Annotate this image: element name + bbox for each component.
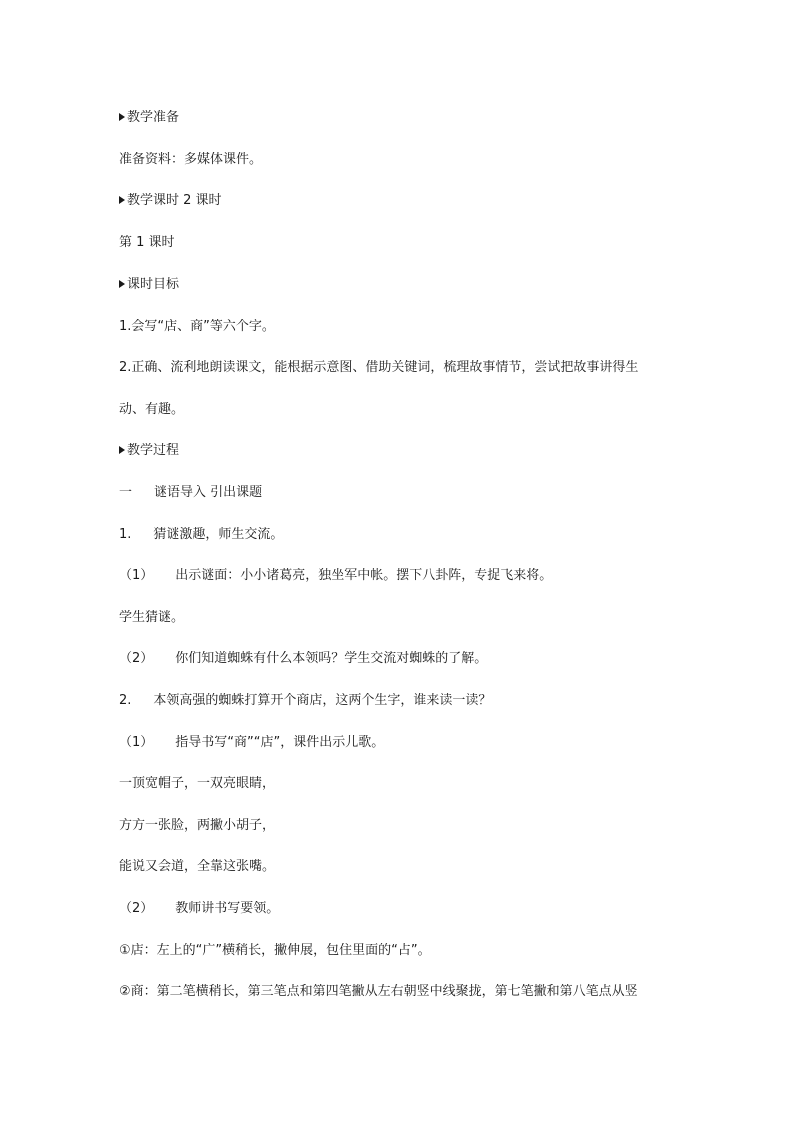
step-2: 2. 本领高强的蜘蛛打算开个商店，这两个生字，谁来读一读？ (119, 693, 492, 708)
triangle-bullet-icon (119, 280, 125, 288)
section-heading-goals: 课时目标 (119, 277, 689, 293)
goal-1: 1.会写“店、商”等六个字。 (119, 319, 275, 334)
step-1-2: （2） 你们知道蜘蛛有什么本领吗？学生交流对蜘蛛的了解。 (119, 651, 488, 666)
poem-line-1: 一顶宽帽子，一双亮眼睛， (119, 776, 276, 791)
section-heading-prep: 教学准备 (119, 110, 689, 126)
note-dian: ①店：左上的“广”横稍长，撇伸展，包住里面的“占”。 (119, 943, 431, 958)
triangle-bullet-icon (119, 446, 125, 454)
section-heading-process: 教学过程 (119, 443, 689, 459)
goal-2-line-1: 2.正确、流利地朗读课文，能根据示意图、借助关键词，梳理故事情节，尝试把故事讲得生 (119, 360, 639, 375)
lesson-title: 第 1 课时 (119, 235, 175, 250)
triangle-bullet-icon (119, 196, 125, 204)
step-1: 1. 猜谜激趣，师生交流。 (119, 527, 284, 542)
step-1-1: （1） 出示谜面：小小诸葛亮，独坐军中帐。摆下八卦阵，专捉飞来将。 (119, 568, 553, 583)
step-2-1: （1） 指导书写“商”“店”，课件出示儿歌。 (119, 735, 385, 750)
prep-materials: 准备资料：多媒体课件。 (119, 152, 263, 167)
triangle-bullet-icon (119, 113, 125, 121)
goal-2-line-2: 动、有趣。 (119, 402, 185, 417)
section-heading-hours: 教学课时 2 课时 (119, 193, 689, 209)
step-2-2: （2） 教师讲书写要领。 (119, 901, 280, 916)
poem-line-3: 能说又会道，全靠这张嘴。 (119, 859, 276, 874)
poem-line-2: 方方一张脸，两撇小胡子， (119, 818, 276, 833)
part-1-heading: 一 谜语导入 引出课题 (119, 485, 263, 500)
step-1-guess: 学生猜谜。 (119, 610, 185, 625)
note-shang: ②商：第二笔横稍长，第三笔点和第四笔撇从左右朝竖中线聚拢，第七笔撇和第八笔点从竖 (119, 984, 638, 999)
